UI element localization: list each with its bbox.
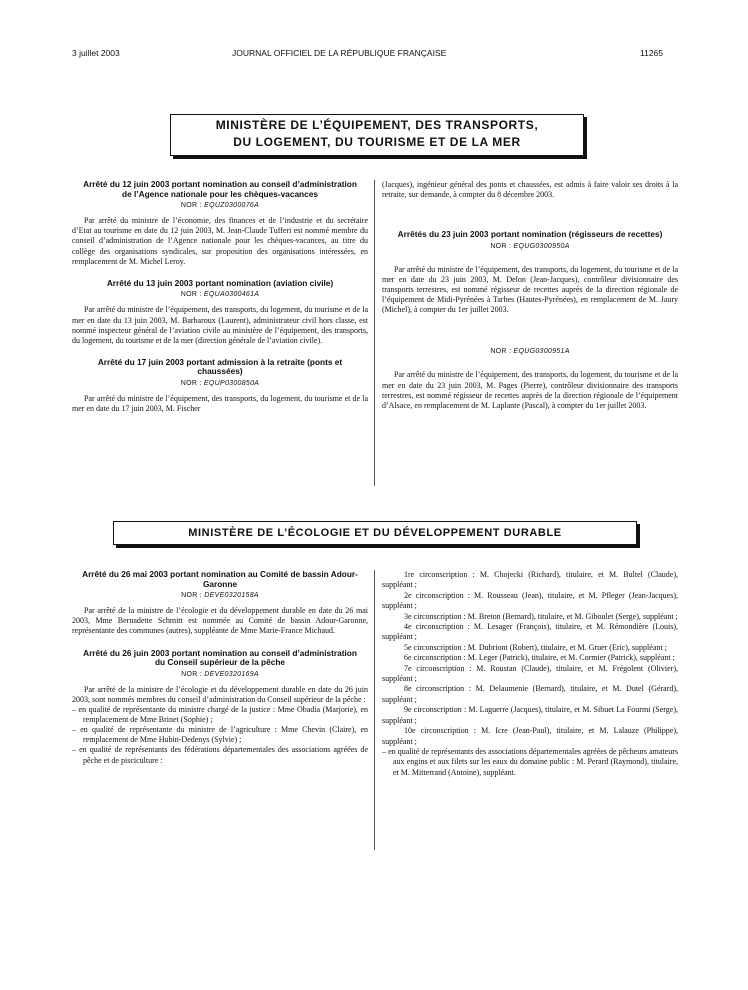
right-column-ecologie: [382, 570, 678, 778]
list-item: 8e circonscription : M. Delaumenie (Bernard), titulaire, et M. Dutel (Gérard), suppléant ;: [382, 684, 678, 704]
nor-reference: NOR : DEVE0320169A: [181, 670, 259, 678]
header-page-number: 11265: [640, 48, 664, 58]
list-item: 2e circonscription : M. Rousseau (Jean), titulaire, et M. Pfleger (Jean-Jacques), suppléant ;: [382, 590, 678, 611]
nor-reference: NOR : EQUG0300951A: [490, 348, 570, 356]
ministry-heading-ecologie: [113, 521, 637, 545]
decree-text: Par arrêté du ministre de l’équipement, des transports, du logement, du tourisme et de la mer en date du 23 juin 2003, M. Pages (Pierre), contrôleur divisionnaire des transports terrestres, est nommé régisseur de recettes auprès de la direction régionale de l’équipement d’Alsace, en remplacement de M. Laplante (Pascal), à compter du 1er juillet 2003.: [382, 370, 678, 410]
list-item: 4e circonscription : M. Lesager (François), titulaire, et M. Rémondière (Louis), suppléant ;: [382, 622, 678, 642]
decree-text: Par arrêté du ministre de l’équipement, des transports, du logement, du tourisme et de la mer en date du 23 juin 2003, M. Delon (Jean-Jacques), contrôleur divisionnaire des transports terrestres, est nommé régisseur de recettes auprès de la direction régionale de l’équipement de Midi-Pyrénées à Tarbes (Hautes-Pyrénées), en remplacement de M. Jaury (Michel), à compter du 1er juillet 2003.: [382, 264, 678, 315]
decree-title: Arrêté du 26 mai 2003 portant nomination au Comité de bassin Adour-Garonne: [82, 569, 358, 589]
list-item: – en qualité de représentants des fédérations départementales des associations agréées de pêche et de pisciculture :: [72, 745, 368, 765]
list-item: 10e circonscription : M. Icre (Jean-Paul), titulaire, et M. Lalauze (Philippe), suppléant ;: [382, 726, 678, 746]
nor-reference: NOR : EQUZ0300076A: [180, 202, 260, 210]
left-column-ecologie: [72, 570, 368, 766]
decree-title: Arrêté du 12 juin 2003 portant nomination au conseil d’administration de l’Agence nationale pour les chèques-vacances: [83, 179, 357, 199]
decree-title: Arrêté du 26 juin 2003 portant nomination au conseil d’administration du Conseil supérieur de la pêche: [83, 647, 357, 668]
ministry-heading-line1: MINISTÈRE DE L’ÉQUIPEMENT, DES TRANSPORTS,: [215, 118, 539, 132]
list-item: – en qualité de représentante du ministre chargé de la justice : Mme Obadia (Marjorie), en remplacement de Mme Brinet (Sophie) ;: [72, 705, 368, 725]
decree-text-continued: (Jacques), ingénieur général des ponts et chaussées, est admis à faire valoir ses droits à la retraite, sur demande, à compter du 8 décembre 2003.: [382, 180, 678, 200]
list-item: – en qualité de représentante du ministre de l’agriculture : Mme Chevin (Claire), en remplacement de Mme Hubin-Dedenys (Sylvie) ;: [72, 725, 368, 745]
column-divider: [374, 180, 375, 486]
ministry-heading-line1: MINISTÈRE DE L’ÉCOLOGIE ET DU DÉVELOPPEMENT DURABLE: [188, 527, 562, 539]
header-journal: JOURNAL OFFICIEL DE LA RÉPUBLIQUE FRANÇAISE: [232, 48, 447, 58]
page-header: [0, 48, 748, 62]
header-date: 3 juillet 2003: [72, 48, 120, 58]
decree-text: Par arrêté du ministre de l’économie, des finances et de l’industrie et du secrétaire d’Etat au tourisme en date du 12 juin 2003, M. Jean-Claude Tufferi est nommé membre du conseil d’administration de l’Agence nationale pour les chèques-vacances, au titre du collège des organisations syndicales, sur proposition des organisations intéressées, en remplacement de M. Michel Leroy.: [72, 216, 368, 266]
decree-text: Par arrêté de la ministre de l’écologie et du développement durable en date du 26 mai 2003, Mme Bernadette Schmitt est nommée au Comité de bassin Adour-Garonne, représentante des communes (autres), suppléante de Mme Marie-France Michaud.: [72, 606, 368, 636]
right-column-equipement: [382, 180, 678, 411]
column-divider: [374, 570, 375, 850]
decree-text: Par arrêté du ministre de l’équipement, des transports, du logement, du tourisme et de la mer en date du 17 juin 2003, M. Fischer: [72, 394, 368, 414]
nor-reference: NOR : EQUA0300461A: [180, 291, 260, 299]
list-item: – en qualité de représentants des associations départementales agréées de pêcheurs amateurs aux engins et aux filets sur les eaux du domaine public : M. Perard (Raymond), titulaire, et M. Mitterrand (Antoine), suppléant.: [382, 746, 678, 777]
list-item: 5e circonscription : M. Dubriont (Robert), titulaire, et M. Gruer (Eric), suppléant ;: [404, 642, 667, 652]
nor-reference: NOR : EQUG0300950A: [490, 242, 570, 250]
decree-text: Par arrêté du ministre de l’équipement, des transports, du logement, du tourisme et de la mer en date du 13 juin 2003, M. Barbaroux (Laurent), administrateur civil hors classe, est nommé inspecteur général de l’aviation civile au ministère de l’équipement, des transports, du logement, du tourisme et de la mer (direction générale de l’aviation civile).: [72, 305, 368, 345]
ministry-heading-equipement: [170, 114, 584, 156]
nor-reference: NOR : DEVE0320158A: [181, 592, 259, 600]
list-item: 7e circonscription : M. Roustan (Claude), titulaire, et M. Frégolent (Olivier), suppléant ;: [382, 663, 678, 684]
ministry-heading-line2: DU LOGEMENT, DU TOURISME ET DE LA MER: [233, 135, 521, 149]
decree-title: Arrêté du 17 juin 2003 portant admission à la retraite (ponts et chaussées): [97, 356, 343, 377]
list-item: 9e circonscription : M. Laguerre (Jacques), titulaire, et M. Sibuet La Fourmi (Serge), suppléant ;: [382, 705, 678, 725]
list-item: 6e circonscription : M. Leger (Patrick), titulaire, et M. Cormier (Patrick), suppléant ;: [404, 653, 675, 663]
list-item: 3e circonscription : M. Breton (Bernard), titulaire, et M. Giboulet (Serge), suppléant ;: [404, 611, 678, 621]
decree-title: Arrêtés du 23 juin 2003 portant nomination (régisseurs de recettes): [397, 229, 663, 240]
nor-reference: NOR : EQUP0300850A: [180, 380, 260, 387]
decree-title: Arrêté du 13 juin 2003 portant nomination (aviation civile): [106, 277, 334, 288]
decree-text: Par arrêté de la ministre de l’écologie et du développement durable en date du 26 juin 2003, sont nommés membres du conseil d’administration du Conseil supérieur de la pêche :: [72, 684, 368, 704]
left-column-equipement: [72, 180, 368, 414]
list-item: 1re circonscription : M. Chojecki (Richard), titulaire, et M. Bultel (Claude), suppléant ;: [382, 570, 678, 590]
